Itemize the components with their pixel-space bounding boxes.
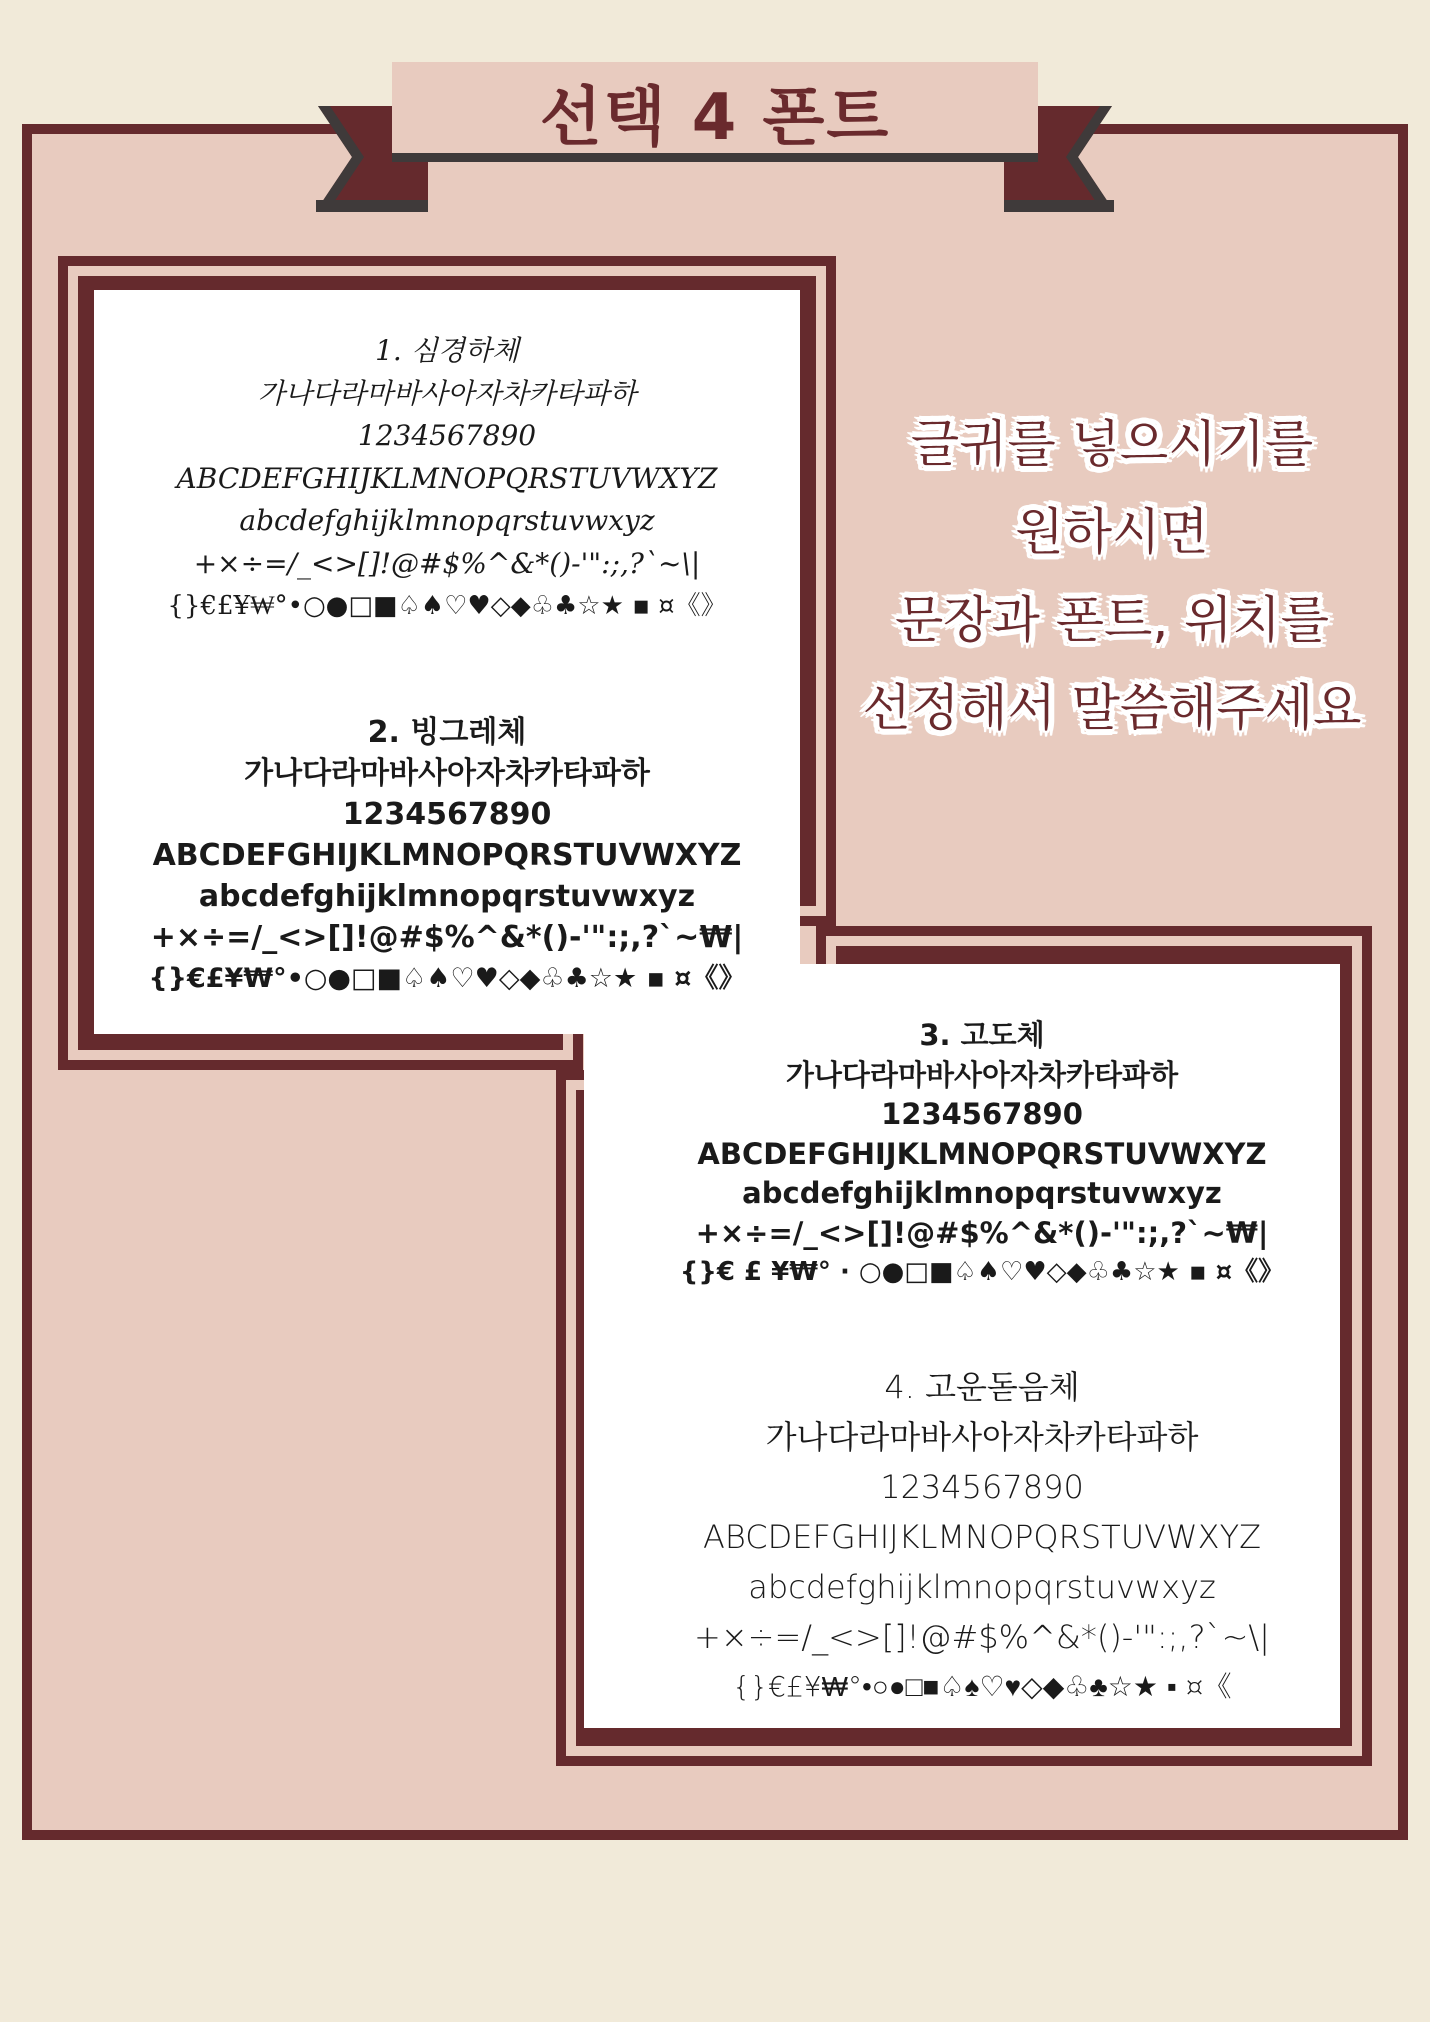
- custom-text-note: [842, 400, 1382, 752]
- hangul-sample: 가나다라마바사아자차카타파하: [244, 756, 650, 791]
- uppercase-sample: ABCDEFGHIJKLMNOPQRSTUVWXYZ: [152, 838, 742, 873]
- hangul-sample: 가나다라마바사아자차카타파하: [765, 1418, 1199, 1456]
- symbols-sample: {}€ £ ¥₩° · ○●□■♤♠♡♥◇◆♧♣☆★ ▪ ¤《》: [679, 1257, 1285, 1287]
- uppercase-sample: ABCDEFGHIJKLMNOPQRSTUVWXYZ: [702, 1518, 1262, 1556]
- note-line: 문장과 폰트, 위치를: [894, 591, 1330, 649]
- punctuation-sample: +×÷=/_<>[]!@#$%^&*()-'":;,?`~\|: [193, 546, 701, 580]
- symbols-sample: {}€£¥₩°•○●□■♤♠♡♥◇◆♧♣☆★ ▪ ¤《》: [148, 963, 746, 994]
- note-line: 선정해서 말씀해주세요: [862, 679, 1362, 737]
- font-name: 1. 심경하체: [375, 334, 519, 367]
- punctuation-sample: +×÷=/_<>[]!@#$%^&*()-'":;,?`~₩|: [695, 1215, 1269, 1250]
- font-name: 4. 고운돋음체: [884, 1368, 1080, 1406]
- note-line: 원하시면: [1015, 503, 1209, 561]
- symbols-sample: {}€£¥₩°•○●□■♤♠♡♥◇◆♧♣☆★ ▪ ¤《》: [167, 591, 727, 621]
- uppercase-sample: ABCDEFGHIJKLMNOPQRSTUVWXYZ: [176, 461, 718, 495]
- symbols-sample: {}€£¥₩°•○●□■♤♠♡♥◇◆♧♣☆★ ▪ ¤《: [732, 1670, 1232, 1703]
- page-title: 선택 4 폰트: [539, 81, 891, 155]
- digits-sample: 1234567890: [880, 1468, 1084, 1506]
- uppercase-sample: ABCDEFGHIJKLMNOPQRSTUVWXYZ: [697, 1136, 1267, 1171]
- lowercase-sample: abcdefghijklmnopqrstuvwxyz: [748, 1568, 1216, 1606]
- punctuation-sample: +×÷=/_<>[]!@#$%^&*()-'":;,?`~\|: [694, 1618, 1270, 1656]
- font-name: 2. 빙그레체: [367, 715, 527, 750]
- font-sample-4: [584, 1362, 1380, 1712]
- lowercase-sample: abcdefghijklmnopqrstuvwxyz: [198, 879, 696, 914]
- font-name: 3. 고도체: [919, 1018, 1045, 1052]
- ribbon-left-fold: [392, 162, 428, 200]
- note-line: 글귀를 넣으시기를: [910, 415, 1314, 473]
- font-sample-2: [94, 712, 800, 999]
- ribbon-right-fold: [1004, 162, 1038, 200]
- font-sample-1: [94, 330, 800, 628]
- font-sample-3: [584, 1016, 1380, 1293]
- lowercase-sample: abcdefghijklmnopqrstuvwxyz: [742, 1176, 1222, 1210]
- digits-sample: 1234567890: [342, 797, 552, 832]
- digits-sample: 1234567890: [357, 419, 537, 452]
- hangul-sample: 가나다라마바사아자차카타파하: [785, 1057, 1179, 1092]
- digits-sample: 1234567890: [881, 1097, 1083, 1131]
- hangul-sample: 가나다라마바사아자차카타파하: [257, 376, 637, 410]
- punctuation-sample: +×÷=/_<>[]!@#$%^&*()-'":;,?`~₩|: [150, 920, 744, 955]
- lowercase-sample: abcdefghijklmnopqrstuvwxyz: [239, 504, 655, 537]
